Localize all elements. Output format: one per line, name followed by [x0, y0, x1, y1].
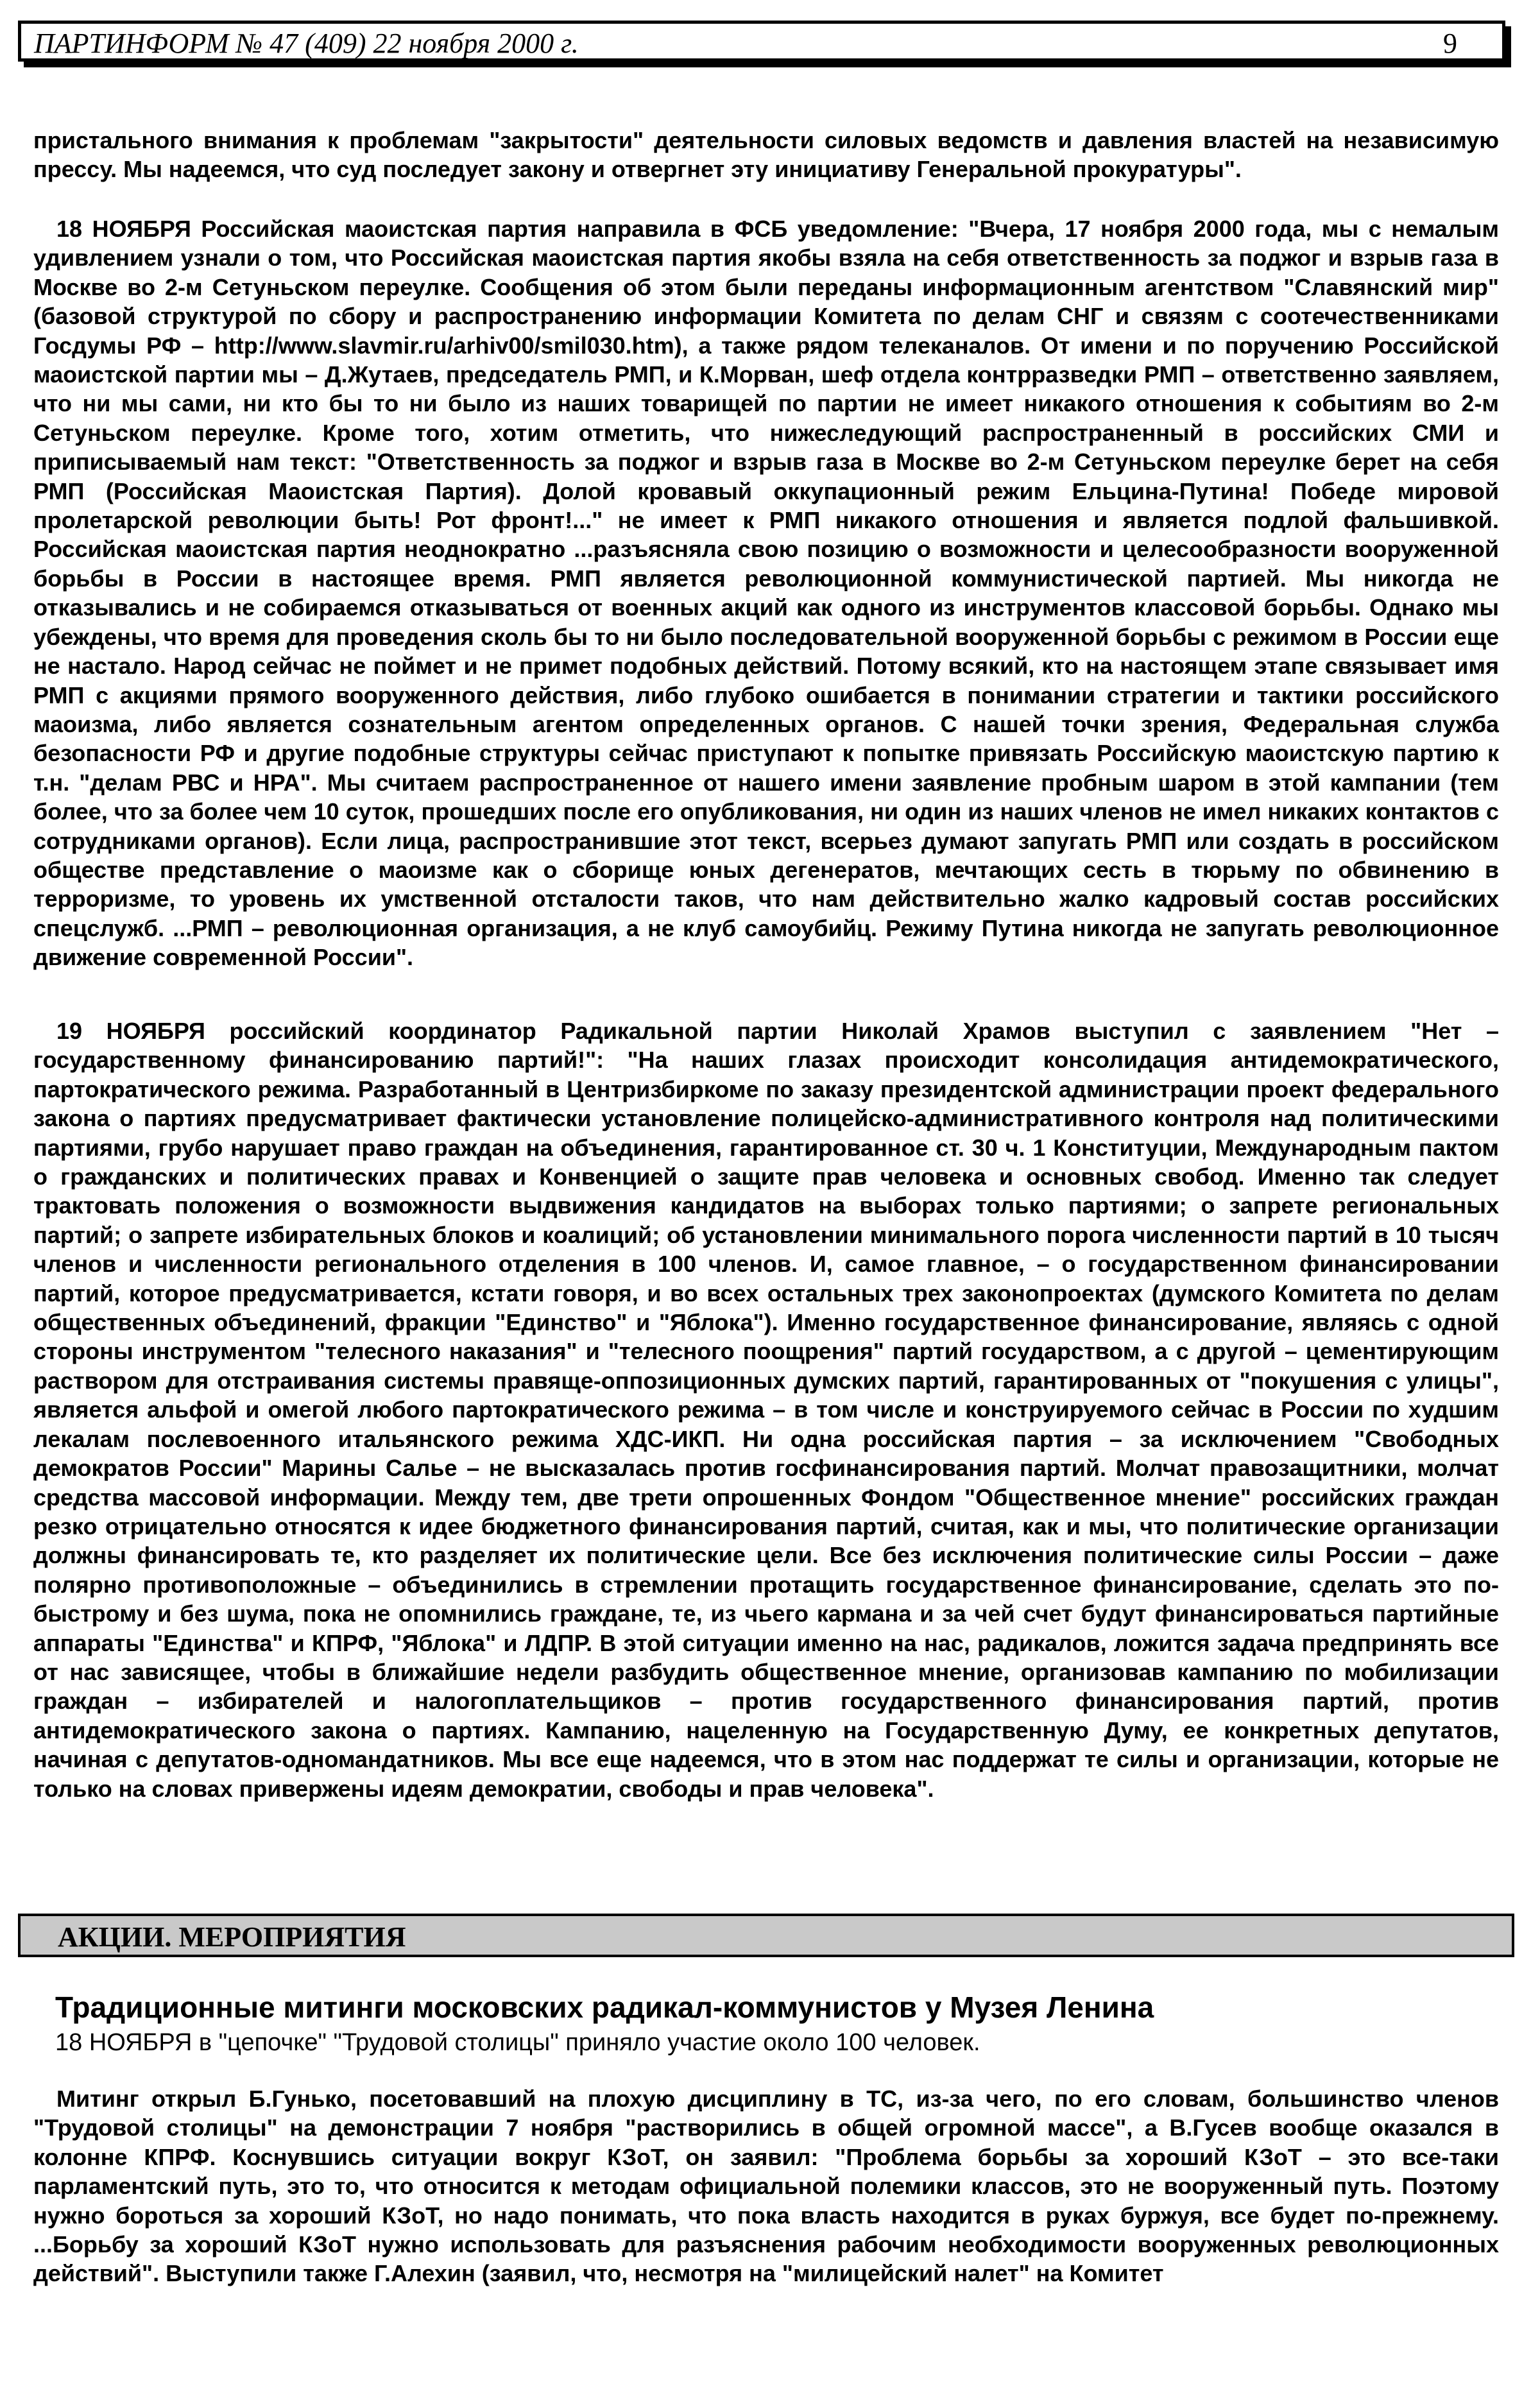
- article-body: Митинг открыл Б.Гунько, посетовавший на плохую дисциплину в ТС, из-за чего, по его словам, большинство членов "Трудовой столицы" на демонстрации 7 ноября "растворились в общей огромной массе", а В.Гусев вообще оказался в колонне КПРФ. Коснувшись ситуации вокруг КЗоТ, он заявил: "Проблема борьбы за хороший КЗоТ – это все-таки парламентский путь, это то, что относится к методам официальной полемики классов, это не вооруженный путь. Поэтому нужно бороться за хороший КЗоТ, но надо понимать, что пока власть находится в руках буржуя, все будет по-прежнему. ...Борьбу за хороший КЗоТ нужно использовать для разъяснения рабочим необходимости вооруженных революционных действий". Выступили также Г.Алехин (заявил, что, несмотря на "милицейский налет" на Комитет: [33, 2086, 1499, 2287]
- page-number: 9: [1443, 28, 1457, 59]
- section-header: [18, 1914, 1514, 1957]
- article-lead: 18 НОЯБРЯ в "цепочке" "Трудовой столицы" приняло участие около 100 человек.: [55, 2029, 980, 2056]
- paragraph-nov19: 19 НОЯБРЯ российский координатор Радикальной партии Николай Храмов выступил с заявлением "Нет – государственному финансированию партий!": "На наших глазах происходит консолидация антидемократического, партократического режима. Разработанный в Центризбиркоме по заказу президентской администрации проект федерального закона о партиях предусматривает фактически установление полицейско-административного контроля над политическими партиями, грубо нарушает право граждан на объединения, гарантированное ст. 30 ч. 1 Конституции, Международным пактом о гражданских и политических правах и Конвенцией о защите прав человека и основных свобод. Именно так следует трактовать положения о возможности выдвижения кандидатов на выборах только партиями; о запрете региональных партий; о запрете избирательных блоков и коалиций; об установлении минимального порога численности партий в 10 тысяч членов и численности регионального отделения в 100 членов. И, самое главное, – о государственном финансировании партий, которое предусматривается, кстати говоря, и во всех остальных трех законопроектах (думского Комитета по делам общественных объединений, фракции "Единство" и "Яблока"). Именно государственное финансирование, являясь с одной стороны инструментом "телесного наказания" и "телесного поощрения" партий государством, а с другой – цементирующим раствором для отстраивания системы правяще-оппозиционных думских партий, гарантированных от "покушения с улицы", является альфой и омегой любого партократического режима – в том числе и конструируемого сейчас в России по худшим лекалам послевоенного итальянского режима ХДС-ИКП. Ни одна российская партия – за исключением "Свободных демократов России" Марины Салье – не высказалась против госфинансирования партий. Молчат правозащитники, молчат средства массовой информации. Между тем, две трети опрошенных Фондом "Общественное мнение" российских граждан резко отрицательно относятся к идее бюджетного финансирования партий, считая, как и мы, что политические организации должны финансировать те, кто разделяет их политические цели. Все без исключения политические силы России – даже полярно противоположные – объединились в стремлении протащить государственное финансирование, сделать это по-быстрому и без шума, пока не опомнились граждане, те, из чьего кармана и за чей счет будут финансироваться партийные аппараты "Единства" и КПРФ, "Яблока" и ЛДПР. В этой ситуации именно на нас, радикалов, ложится задача предпринять все от нас зависящее, чтобы в ближайшие недели разбудить общественное мнение, организовав кампанию по мобилизации граждан – избирателей и налогоплательщиков – против государственного финансирования партий, против антидемократического закона о партиях. Кампанию, нацеленную на Государственную Думу, ее конкретных депутатов, начиная с депутатов-одномандатников. Мы все еще надеемся, что в этом нас поддержат те силы и организации, которые не только на словах привержены идеям демократии, свободы и прав человека".: [33, 1018, 1499, 1802]
- page-header: [18, 21, 1505, 62]
- paragraph-nov18: 18 НОЯБРЯ Российская маоистская партия направила в ФСБ уведомление: "Вчера, 17 ноября 2000 года, мы с немалым удивлением узнали о том, что Российская маоистская партия якобы взяла на себя ответственность за поджог и взрыв газа в Москве во 2-м Сетуньском переулке. Сообщения об этом были переданы информационным агентством "Славянский мир" (базовой структурой по сбору и распространению информации Комитета по делам СНГ и связям с соотечественниками Госдумы РФ – http://www.slavmir.ru/arhiv00/smil030.htm), а также рядом телеканалов. От имени и по поручению Российской маоистской партии мы – Д.Жутаев, председатель РМП, и К.Морван, шеф отдела контрразведки РМП – ответственно заявляем, что ни мы сами, ни кто бы то ни было из наших товарищей по партии не имеет никакого отношения к событиям во 2-м Сетуньском переулке. Кроме того, хотим отметить, что нижеследующий распространенный в российских СМИ и приписываемый нам текст: "Ответственность за поджог и взрыв газа в Москве во 2-м Сетуньском переулке берет на себя РМП (Российская Маоистская Партия). Долой кровавый оккупационный режим Ельцина-Путина! Победе мировой пролетарской революции быть! Рот фронт!..." не имеет к РМП никакого отношения и является подлой фальшивкой. Российская маоистская партия неоднократно ...разъясняла свою позицию о возможности и целесообразности вооруженной борьбы в России в настоящее время. РМП является революционной коммунистической партией. Мы никогда не отказывались и не собираемся отказываться от военных акций как одного из инструментов классовой борьбы. Однако мы убеждены, что время для проведения сколь бы то ни было последовательной вооруженной борьбы с режимом в России еще не настало. Народ сейчас не поймет и не примет подобных действий. Потому всякий, кто на настоящем этапе связывает имя РМП с акциями прямого вооруженного действия, либо глубоко ошибается в понимании стратегии и тактики российского маоизма, либо является сознательным агентом определенных органов. С нашей точки зрения, Федеральная служба безопасности РФ и другие подобные структуры сейчас приступают к попытке привязать Российскую маоистскую партию к т.н. "делам РВС и НРА". Мы считаем распространенное от нашего имени заявление пробным шаром в этой кампании (тем более, что за более чем 10 суток, прошедших после его опубликования, ни один из наших членов не имел никаких контактов с сотрудниками органов). Если лица, распространившие этот текст, всерьез думают запугать РМП или создать в российском обществе представление о маоизме как о сборище юных дегенератов, мечтающих сесть в тюрьму по обвинению в терроризме, то уровень их умственной отсталости таков, что нам действительно жалко кадровый состав российских спецслужб. ...РМП – революционная организация, а не клуб самоубийц. Режиму Путина никогда не запугать революционное движение современной России".: [33, 216, 1499, 971]
- article-title: Традиционные митинги московских радикал-коммунистов у Музея Ленина: [55, 1991, 1154, 2024]
- section-title: АКЦИИ. МЕРОПРИЯТИЯ: [58, 1921, 406, 1953]
- paragraph-intro: пристального внимания к проблемам "закрытости" деятельности силовых ведомств и давления властей на независимую прессу. Мы надеемся, что суд последует закону и отвергнет эту инициативу Генеральной прокуратуры".: [33, 127, 1499, 183]
- header-title: ПАРТИНФОРМ № 47 (409) 22 ноября 2000 г.: [34, 28, 579, 59]
